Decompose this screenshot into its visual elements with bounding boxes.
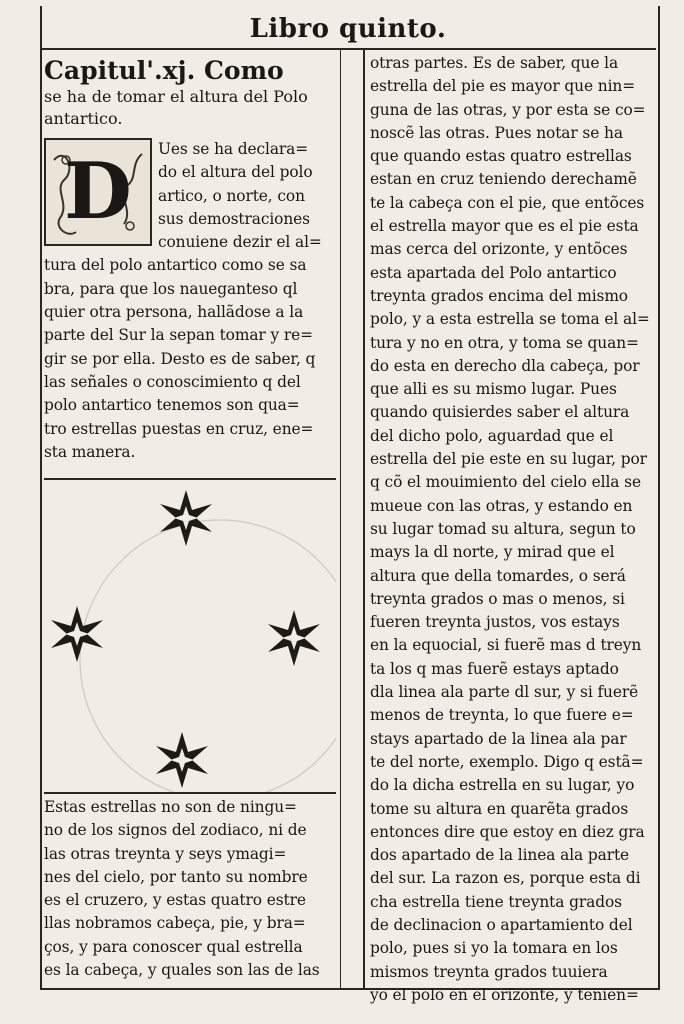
- text-line: en la equocial, si fuerẽ mas d treyn: [370, 636, 642, 655]
- text-line: Ues se ha declara=: [158, 140, 309, 158]
- text-line: do la dicha estrella en su lugar, yo: [370, 776, 635, 795]
- text-line: mas cerca del orizonte, y entõces: [370, 240, 628, 259]
- text-line: quando quisierdes saber el altura: [370, 403, 630, 422]
- text-line: es el cruzero, y estas quatro estre: [44, 891, 306, 910]
- text-line: tura del polo antartico como se sa: [44, 256, 307, 275]
- chapter-subtitle: [44, 86, 334, 130]
- text-line: q cõ el mouimiento del cielo ella se: [370, 473, 641, 492]
- text-line: mismos treynta grados tuuiera: [370, 962, 608, 981]
- text-line: fueren treynta justos, vos estays: [370, 613, 620, 632]
- text-line: del dicho polo, aguardad que el: [370, 426, 614, 445]
- text-line: te del norte, exemplo. Digo q estã=: [370, 752, 644, 771]
- star-icon: [156, 732, 208, 788]
- left-paragraph: [44, 254, 334, 464]
- text-line: parte del Sur la sepan tomar y re=: [44, 326, 313, 345]
- text-line: estan en cruz teniendo derechamẽ: [370, 170, 637, 189]
- text-line: dla linea ala parte dl sur, y si fuerẽ: [370, 683, 639, 702]
- chapter-subtitle-line: se ha de tomar el altura del Polo: [44, 87, 308, 106]
- text-line: Estas estrellas no son de ningu=: [44, 798, 297, 816]
- text-line: de declinacion o apartamiento del: [370, 915, 633, 934]
- text-line: cha estrella tiene treynta grados: [370, 892, 622, 911]
- text-line: el estrella mayor que es el pie esta: [370, 217, 639, 236]
- text-line: no de los signos del zodiaco, ni de: [44, 821, 307, 840]
- text-line: menos de treynta, lo que fuere e=: [370, 706, 634, 725]
- text-line: do el altura del polo: [158, 163, 313, 182]
- text-line: que alli es su mismo lugar. Pues: [370, 380, 617, 399]
- text-line: estrella del pie este en su lugar, por: [370, 450, 647, 469]
- drop-cap-text: [158, 138, 334, 254]
- text-line: quier otra persona, hallãdose a la: [44, 303, 304, 322]
- running-head-title: Libro quinto.: [249, 14, 447, 44]
- text-line: nes del cielo, por tanto su nombre: [44, 867, 308, 886]
- text-line: otras partes. Es de saber, que la: [370, 54, 619, 72]
- text-line: ta los q mas fuerẽ estays aptado: [370, 659, 619, 678]
- left-column-bottom: [44, 796, 336, 982]
- text-line: polo antartico tenemos son qua=: [44, 396, 300, 415]
- star-icon: [51, 606, 103, 662]
- text-line: polo, pues si yo la tomara en los: [370, 939, 618, 958]
- text-line: noscẽ las otras. Pues notar se ha: [370, 123, 623, 142]
- text-line: tro estrellas puestas en cruz, ene=: [44, 419, 314, 438]
- text-line: polo, y a esta estrella se toma el al=: [370, 310, 650, 329]
- text-line: bra, para que los naueganteso ql: [44, 279, 298, 298]
- text-line: sta manera.: [44, 442, 136, 461]
- text-line: es la cabeça, y quales son las de las: [44, 961, 320, 980]
- text-line: mays la dl norte, y mirad que el: [370, 543, 615, 562]
- column-rule-right: [363, 48, 365, 988]
- drop-cap-letter: D: [64, 146, 132, 237]
- southern-cross-figure: [44, 478, 336, 794]
- left-column: [44, 56, 334, 464]
- text-line: sus demostraciones: [158, 209, 310, 228]
- text-line: del sur. La razon es, porque esta di: [370, 869, 641, 888]
- drop-cap-paragraph: [44, 138, 334, 254]
- text-line: gir se por ella. Desto es de saber, q: [44, 349, 316, 368]
- text-line: entonces dire que estoy en diez gra: [370, 822, 645, 841]
- text-line: altura que della tomardes, o será: [370, 566, 626, 585]
- text-line: conuiene dezir el al=: [158, 233, 322, 252]
- text-line: treynta grados encima del mismo: [370, 286, 628, 305]
- running-head: [40, 8, 656, 50]
- text-line: guna de las otras, y por esta se co=: [370, 100, 646, 119]
- text-line: tura y no en otra, y toma se quan=: [370, 333, 639, 352]
- text-line: las otras treynta y seys ymagi=: [44, 844, 287, 863]
- text-line: su lugar tomad su altura, segun to: [370, 519, 636, 538]
- text-line: tome su altura en quarẽta grados: [370, 799, 629, 818]
- text-line: treynta grados o mas o menos, si: [370, 589, 625, 608]
- right-column: [370, 52, 654, 1007]
- text-line: artico, o norte, con: [158, 186, 305, 205]
- text-line: llas nobramos cabeça, pie, y bra=: [44, 914, 306, 933]
- faint-circle-outline: [80, 520, 336, 792]
- chapter-title: Capitul'.xj. Como: [44, 56, 284, 85]
- drop-cap-initial: [44, 138, 152, 246]
- star-icon: [268, 610, 320, 666]
- text-line: do esta en derecho dla cabeça, por: [370, 356, 640, 375]
- text-line: dos apartado de la linea ala parte: [370, 846, 630, 865]
- text-line: mueue con las otras, y estando en: [370, 496, 633, 515]
- column-rule-left: [340, 48, 341, 988]
- chapter-subtitle-line: antartico.: [44, 109, 123, 128]
- text-line: stays apartado de la linea ala par: [370, 729, 627, 748]
- text-line: que quando estas quatro estrellas: [370, 147, 632, 166]
- text-line: yo el polo en el orizonte, y tenien=: [370, 985, 639, 1004]
- text-line: te la cabeça con el pie, que entõces: [370, 193, 645, 212]
- text-line: esta apartada del Polo antartico: [370, 263, 617, 282]
- text-line: estrella del pie es mayor que nin=: [370, 77, 636, 96]
- star-icon: [160, 490, 212, 546]
- text-line: ços, y para conoscer qual estrella: [44, 937, 303, 956]
- text-line: las señales o conoscimiento q del: [44, 372, 301, 391]
- southern-cross-svg: [44, 480, 336, 792]
